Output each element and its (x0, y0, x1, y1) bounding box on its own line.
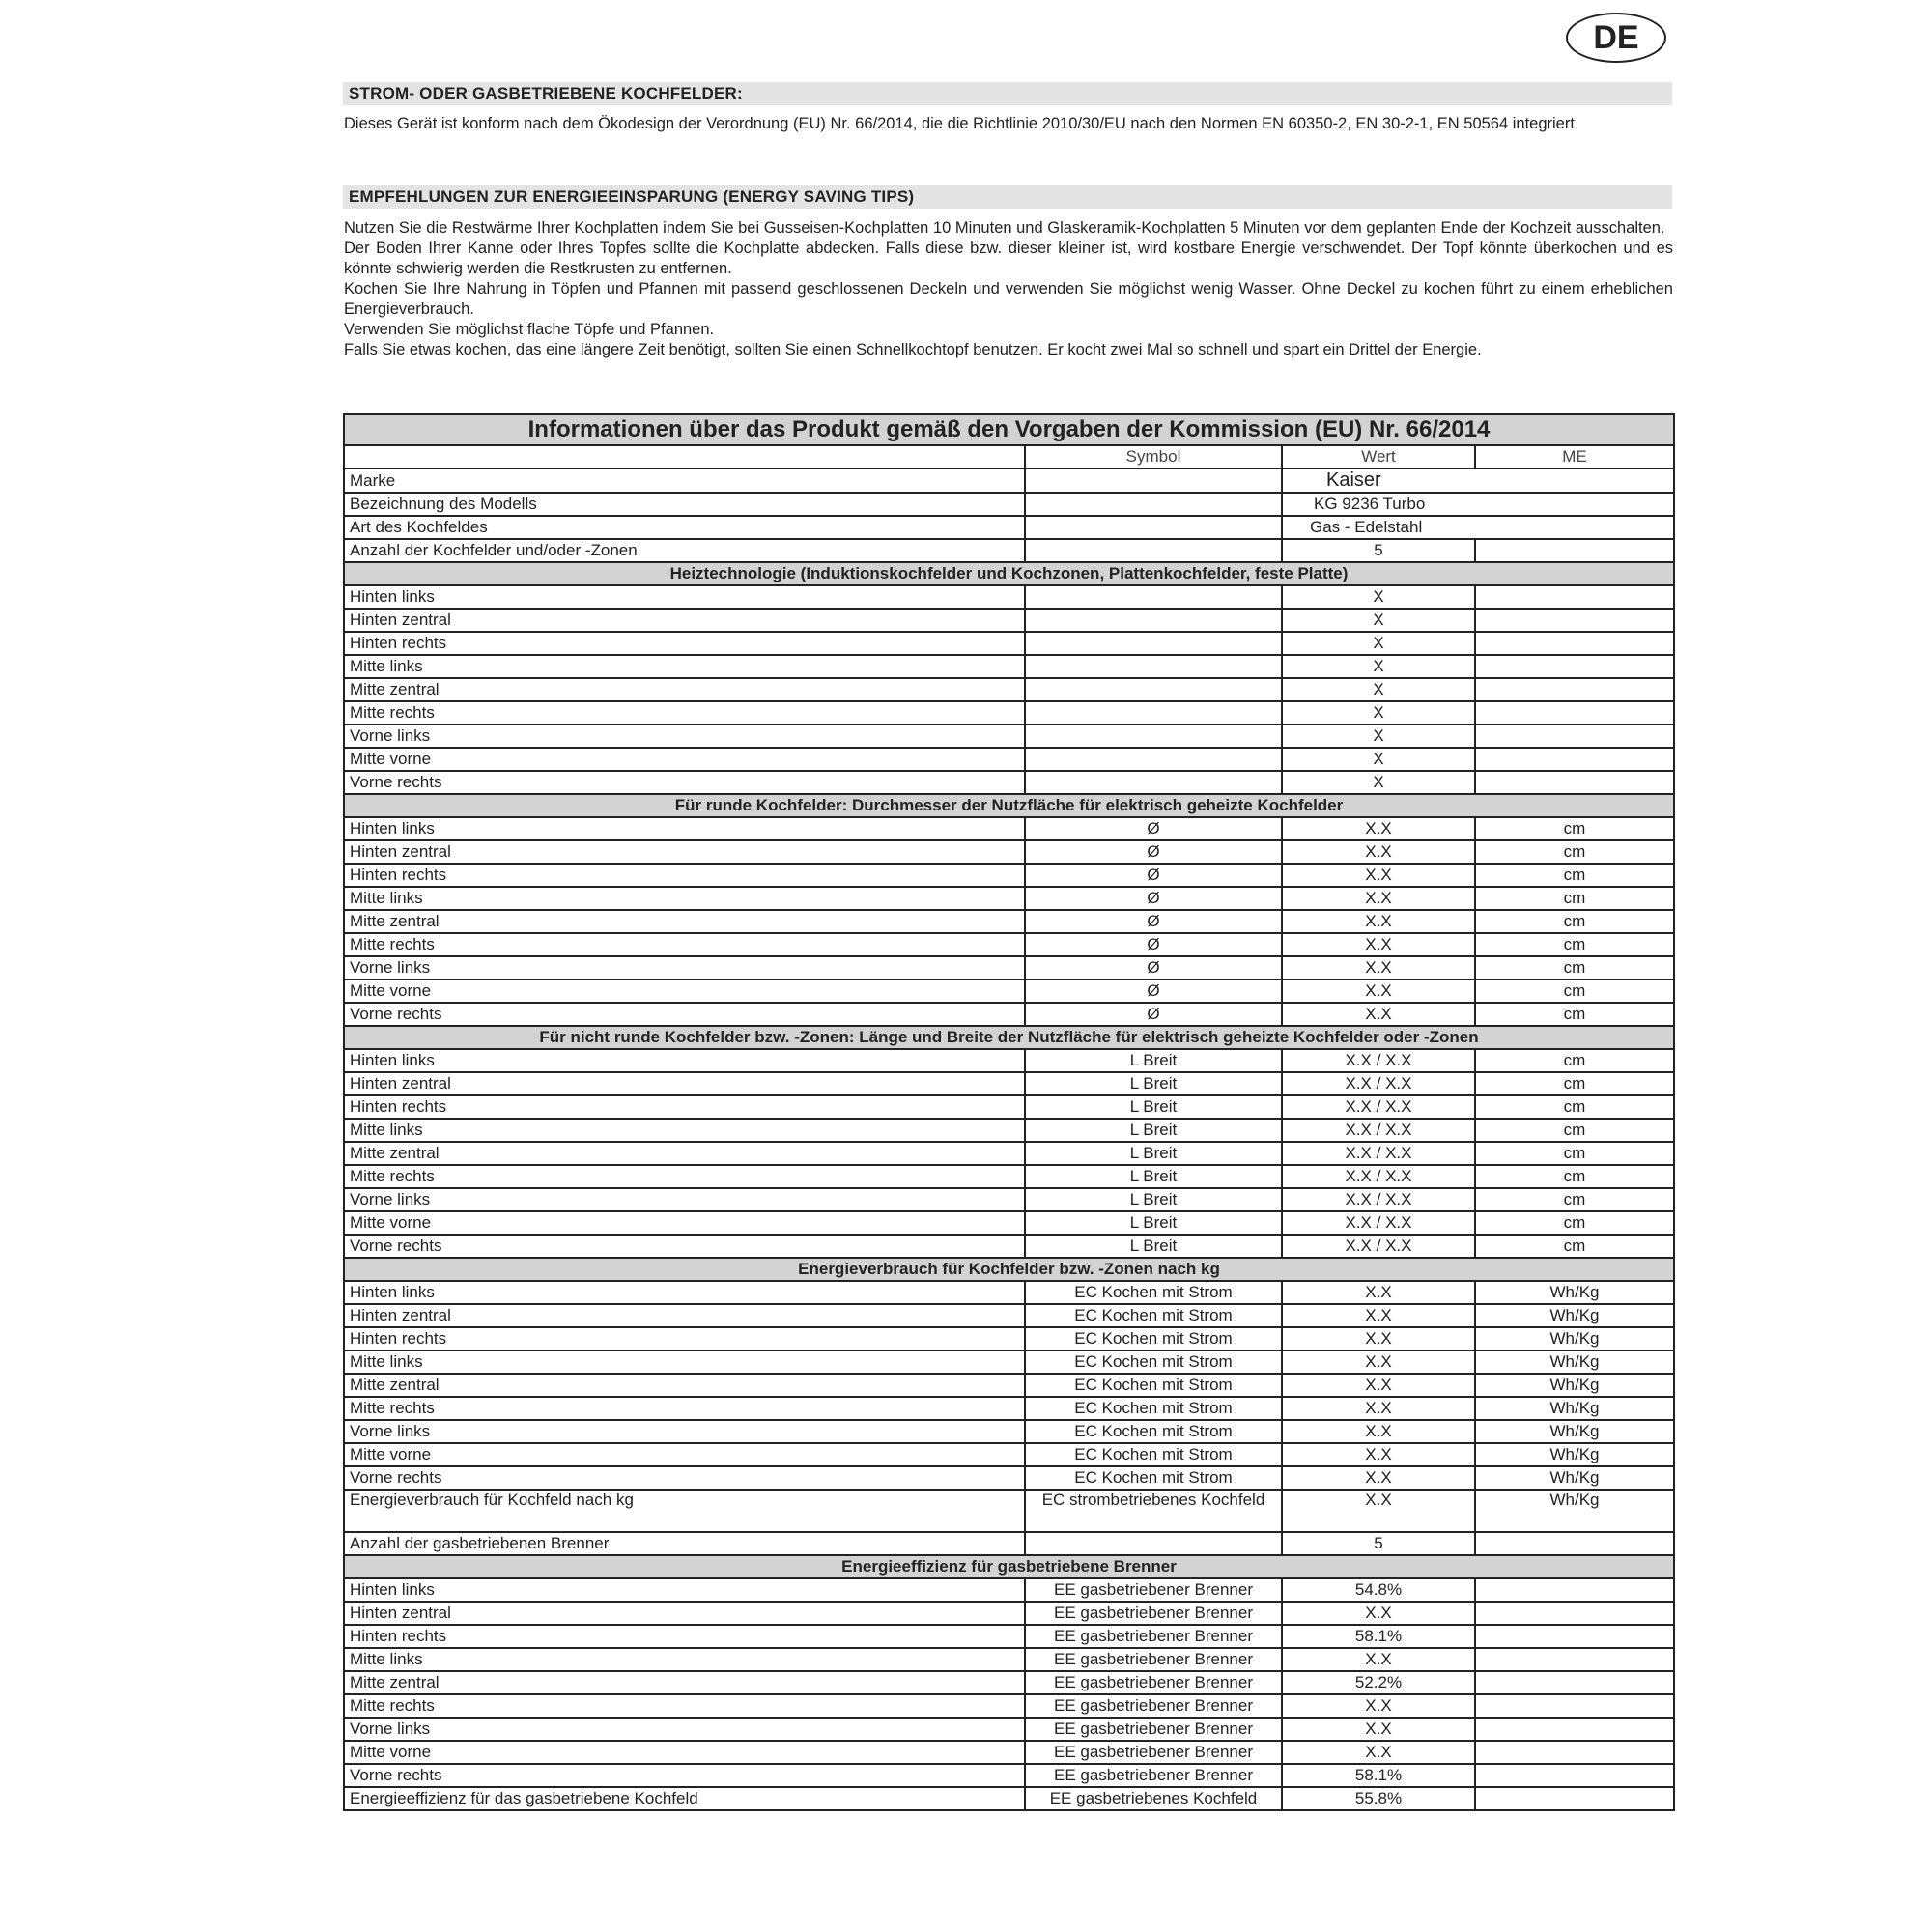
conformity-statement (344, 114, 1673, 134)
table-row (344, 748, 1674, 771)
row-symbol: EE gasbetriebener Brenner (1025, 1625, 1282, 1648)
row-unit (1475, 1602, 1674, 1625)
row-symbol: EE gasbetriebener Brenner (1025, 1694, 1282, 1718)
row-label: Mitte rechts (344, 933, 1025, 956)
row-label: Art des Kochfeldes (344, 516, 1025, 539)
table-row (344, 1350, 1674, 1374)
row-label: Vorne links (344, 1718, 1025, 1741)
row-label: Hinten rechts (344, 632, 1025, 655)
table-header-row (344, 445, 1674, 469)
row-value: X.X / X.X (1282, 1142, 1475, 1165)
row-unit (1475, 539, 1674, 562)
row-unit (1475, 1787, 1674, 1810)
row-unit (1475, 1671, 1674, 1694)
row-label: Vorne rechts (344, 1003, 1025, 1026)
row-label: Hinten zentral (344, 840, 1025, 864)
group-heading: Für nicht runde Kochfelder bzw. -Zonen: Länge und Breite der Nutzfläche für elektrisch geheizte Kochfelder oder -Zonen (344, 1026, 1674, 1049)
row-unit: Wh/Kg (1475, 1350, 1674, 1374)
table-row (344, 585, 1674, 609)
row-label: Mitte vorne (344, 748, 1025, 771)
row-unit (1475, 748, 1674, 771)
row-label: Mitte zentral (344, 1374, 1025, 1397)
row-symbol (1025, 539, 1282, 562)
row-unit: Wh/Kg (1475, 1281, 1674, 1304)
row-unit: cm (1475, 980, 1674, 1003)
row-label: Vorne rechts (344, 1466, 1025, 1490)
row-label: Mitte zentral (344, 1671, 1025, 1694)
row-value: 54.8% (1282, 1578, 1475, 1602)
table-row (344, 1648, 1674, 1671)
row-symbol: L Breit (1025, 1211, 1282, 1235)
row-symbol: Ø (1025, 980, 1282, 1003)
row-symbol (1025, 748, 1282, 771)
table-row (344, 1327, 1674, 1350)
row-value: X (1282, 609, 1475, 632)
row-value: X.X (1282, 1420, 1475, 1443)
table-row (344, 632, 1674, 655)
row-value: X.X (1282, 1374, 1475, 1397)
table-row (344, 864, 1674, 887)
row-value: X.X / X.X (1282, 1095, 1475, 1119)
row-label: Mitte rechts (344, 1397, 1025, 1420)
table-row (344, 1211, 1674, 1235)
model-value: KG 9236 Turbo (1314, 495, 1426, 513)
row-symbol: L Breit (1025, 1188, 1282, 1211)
row-unit: cm (1475, 1003, 1674, 1026)
row-unit: Wh/Kg (1475, 1443, 1674, 1466)
table-row (344, 701, 1674, 724)
row-value: X.X (1282, 1397, 1475, 1420)
table-body (344, 414, 1674, 1810)
row-label: Hinten rechts (344, 1327, 1025, 1350)
row-value: 5 (1282, 539, 1475, 562)
row-symbol: L Breit (1025, 1165, 1282, 1188)
cell-spacer (1025, 516, 1282, 539)
row-symbol (1025, 678, 1282, 701)
column-header (344, 445, 1025, 469)
row-value: X (1282, 724, 1475, 748)
row-label: Mitte zentral (344, 1142, 1025, 1165)
row-value: X.X / X.X (1282, 1049, 1475, 1072)
row-unit (1475, 585, 1674, 609)
row-unit (1475, 1764, 1674, 1787)
row-label: Mitte links (344, 655, 1025, 678)
row-unit: cm (1475, 864, 1674, 887)
table-row (344, 1602, 1674, 1625)
row-unit: Wh/Kg (1475, 1420, 1674, 1443)
row-unit: cm (1475, 1211, 1674, 1235)
paragraph: Falls Sie etwas kochen, das eine längere Zeit benötigt, sollten Sie einen Schnellkochtopf benutzen. Er kocht zwei Mal so schnell und spart ein Drittel der Energie. (344, 341, 1482, 358)
table-row (344, 1443, 1674, 1466)
row-symbol: EC Kochen mit Strom (1025, 1327, 1282, 1350)
paragraph: Verwenden Sie möglichst flache Töpfe und Pfannen. (344, 321, 715, 338)
row-unit: cm (1475, 887, 1674, 910)
table-row (344, 1578, 1674, 1602)
row-symbol: EE gasbetriebener Brenner (1025, 1602, 1282, 1625)
row-label: Mitte rechts (344, 1165, 1025, 1188)
row-symbol: EE gasbetriebener Brenner (1025, 1578, 1282, 1602)
row-value: X.X / X.X (1282, 1119, 1475, 1142)
row-label: Vorne links (344, 1188, 1025, 1211)
cooktop-type-value: Gas - Edelstahl (1310, 518, 1423, 536)
table-row (344, 1490, 1674, 1532)
group-heading-row (344, 1258, 1674, 1281)
row-unit (1475, 1578, 1674, 1602)
row-label: Hinten rechts (344, 1095, 1025, 1119)
row-value: X.X (1282, 1466, 1475, 1490)
table-row (344, 516, 1674, 539)
table-row (344, 678, 1674, 701)
row-symbol: EC Kochen mit Strom (1025, 1281, 1282, 1304)
row-label: Vorne rechts (344, 1235, 1025, 1258)
row-unit (1475, 609, 1674, 632)
row-symbol: EE gasbetriebener Brenner (1025, 1718, 1282, 1741)
row-label: Vorne links (344, 1420, 1025, 1443)
table-row (344, 1235, 1674, 1258)
table-row (344, 933, 1674, 956)
row-unit: cm (1475, 1235, 1674, 1258)
row-value: X.X (1282, 1327, 1475, 1350)
table-row (344, 771, 1674, 794)
row-value: X.X (1282, 980, 1475, 1003)
language-badge: DE (1566, 13, 1666, 63)
row-value: X.X (1282, 887, 1475, 910)
row-unit (1475, 1718, 1674, 1741)
paragraph: Nutzen Sie die Restwärme Ihrer Kochplatten indem Sie bei Gusseisen-Kochplatten 10 Minuten und Glaskeramik-Kochplatten 5 Minuten vor dem geplanten Ende der Kochzeit ausschalten. (344, 219, 1665, 237)
table-row (344, 1718, 1674, 1741)
table-row (344, 1671, 1674, 1694)
row-value: X.X (1282, 910, 1475, 933)
row-label: Mitte vorne (344, 1211, 1025, 1235)
row-label: Mitte rechts (344, 701, 1025, 724)
table-row (344, 1003, 1674, 1026)
row-label: Vorne rechts (344, 1764, 1025, 1787)
row-label: Hinten zentral (344, 1602, 1025, 1625)
row-value: X.X / X.X (1282, 1188, 1475, 1211)
row-value: 58.1% (1282, 1764, 1475, 1787)
row-label: Hinten links (344, 1281, 1025, 1304)
row-symbol: EE gasbetriebener Brenner (1025, 1741, 1282, 1764)
row-value: X.X (1282, 1602, 1475, 1625)
row-symbol (1025, 724, 1282, 748)
table-row (344, 817, 1674, 840)
table-row (344, 1095, 1674, 1119)
row-label: Mitte zentral (344, 678, 1025, 701)
table-title: Informationen über das Produkt gemäß den Vorgaben der Kommission (EU) Nr. 66/2014 (344, 414, 1674, 445)
row-value (1282, 469, 1674, 493)
row-symbol: EC Kochen mit Strom (1025, 1374, 1282, 1397)
row-label: Vorne links (344, 956, 1025, 980)
row-label: Hinten rechts (344, 1625, 1025, 1648)
row-value: X.X (1282, 1304, 1475, 1327)
group-heading-row (344, 1555, 1674, 1578)
column-header: Symbol (1025, 445, 1282, 469)
row-symbol: EC Kochen mit Strom (1025, 1397, 1282, 1420)
row-unit: Wh/Kg (1475, 1397, 1674, 1420)
row-value: X.X / X.X (1282, 1211, 1475, 1235)
table-row (344, 1049, 1674, 1072)
row-unit: cm (1475, 1188, 1674, 1211)
row-unit (1475, 724, 1674, 748)
row-unit: cm (1475, 840, 1674, 864)
row-value: X.X (1282, 817, 1475, 840)
row-unit: cm (1475, 1142, 1674, 1165)
table-row (344, 1119, 1674, 1142)
row-unit: cm (1475, 956, 1674, 980)
row-label: Mitte links (344, 1350, 1025, 1374)
product-info-table (343, 413, 1675, 1811)
table-row (344, 1764, 1674, 1787)
row-label: Mitte vorne (344, 1443, 1025, 1466)
table-row (344, 1625, 1674, 1648)
table-row (344, 724, 1674, 748)
row-label: Hinten links (344, 1049, 1025, 1072)
row-symbol: L Breit (1025, 1119, 1282, 1142)
row-symbol: Ø (1025, 910, 1282, 933)
row-label: Hinten links (344, 1578, 1025, 1602)
row-unit: cm (1475, 1072, 1674, 1095)
paragraph: Dieses Gerät ist konform nach dem Ökodesign der Verordnung (EU) Nr. 66/2014, die die Richtlinie 2010/30/EU nach den Normen EN 60350-2, EN 30-2-1, EN 50564 integriert (344, 115, 1575, 132)
row-unit: Wh/Kg (1475, 1374, 1674, 1397)
row-unit (1475, 1532, 1674, 1555)
table-row (344, 1787, 1674, 1810)
table-row (344, 1072, 1674, 1095)
paragraph: Kochen Sie Ihre Nahrung in Töpfen und Pfannen mit passend geschlossenen Deckeln und verwenden Sie möglichst wenig Wasser. Ohne Deckel zu kochen führt zu einem erheblichen Energieverbrauch. (344, 280, 1673, 318)
row-unit: cm (1475, 910, 1674, 933)
row-symbol: EC Kochen mit Strom (1025, 1420, 1282, 1443)
row-label: Energieverbrauch für Kochfeld nach kg (344, 1490, 1025, 1532)
row-unit (1475, 1694, 1674, 1718)
table-row (344, 1532, 1674, 1555)
row-unit: Wh/Kg (1475, 1466, 1674, 1490)
row-symbol: L Breit (1025, 1142, 1282, 1165)
row-label: Bezeichnung des Modells (344, 493, 1025, 516)
row-value: X.X (1282, 1281, 1475, 1304)
row-unit (1475, 1741, 1674, 1764)
row-unit: Wh/Kg (1475, 1327, 1674, 1350)
row-label: Mitte zentral (344, 910, 1025, 933)
row-symbol (1025, 609, 1282, 632)
cell-spacer (1025, 493, 1282, 516)
table-row (344, 1420, 1674, 1443)
row-label: Hinten rechts (344, 864, 1025, 887)
row-value (1282, 516, 1674, 539)
row-value: 5 (1282, 1532, 1475, 1555)
row-value: X (1282, 632, 1475, 655)
row-symbol: EC strombetriebenes Kochfeld (1025, 1490, 1282, 1532)
row-label: Mitte links (344, 1119, 1025, 1142)
table-row (344, 1188, 1674, 1211)
row-symbol: Ø (1025, 840, 1282, 864)
row-value: X (1282, 748, 1475, 771)
row-symbol (1025, 771, 1282, 794)
row-symbol: Ø (1025, 817, 1282, 840)
row-label: Anzahl der Kochfelder und/oder -Zonen (344, 539, 1025, 562)
row-unit (1475, 701, 1674, 724)
row-label: Vorne rechts (344, 771, 1025, 794)
row-symbol: Ø (1025, 956, 1282, 980)
row-unit: cm (1475, 933, 1674, 956)
row-label: Hinten links (344, 817, 1025, 840)
row-value: X.X (1282, 1350, 1475, 1374)
row-value: X (1282, 585, 1475, 609)
row-symbol: L Breit (1025, 1072, 1282, 1095)
row-unit (1475, 1648, 1674, 1671)
row-label: Vorne links (344, 724, 1025, 748)
row-symbol: Ø (1025, 864, 1282, 887)
row-label: Hinten zentral (344, 1072, 1025, 1095)
row-symbol: EC Kochen mit Strom (1025, 1350, 1282, 1374)
table-row (344, 1374, 1674, 1397)
row-label: Mitte vorne (344, 1741, 1025, 1764)
table-row (344, 887, 1674, 910)
table-row (344, 493, 1674, 516)
row-value: 58.1% (1282, 1625, 1475, 1648)
row-value: X.X / X.X (1282, 1235, 1475, 1258)
row-value: X.X (1282, 1443, 1475, 1466)
row-symbol: Ø (1025, 887, 1282, 910)
row-unit (1475, 632, 1674, 655)
table-row (344, 840, 1674, 864)
table-row (344, 1165, 1674, 1188)
row-label: Mitte links (344, 887, 1025, 910)
row-value: X.X (1282, 1694, 1475, 1718)
table-row (344, 956, 1674, 980)
row-label: Mitte rechts (344, 1694, 1025, 1718)
table-row (344, 1397, 1674, 1420)
row-symbol: EC Kochen mit Strom (1025, 1443, 1282, 1466)
table-row (344, 539, 1674, 562)
row-value: X.X (1282, 1490, 1475, 1532)
row-value: X.X (1282, 1003, 1475, 1026)
row-value: X.X / X.X (1282, 1165, 1475, 1188)
row-symbol (1025, 1532, 1282, 1555)
row-symbol (1025, 632, 1282, 655)
row-symbol: Ø (1025, 933, 1282, 956)
row-unit: cm (1475, 1119, 1674, 1142)
row-symbol (1025, 701, 1282, 724)
column-header: ME (1475, 445, 1674, 469)
row-label: Hinten zentral (344, 1304, 1025, 1327)
row-unit: cm (1475, 1049, 1674, 1072)
table-row (344, 469, 1674, 493)
row-symbol: L Breit (1025, 1235, 1282, 1258)
row-value: X.X (1282, 956, 1475, 980)
row-symbol: Ø (1025, 1003, 1282, 1026)
row-symbol (1025, 585, 1282, 609)
table-title-row (344, 414, 1674, 445)
row-value: X (1282, 701, 1475, 724)
row-value: 52.2% (1282, 1671, 1475, 1694)
group-heading-row (344, 794, 1674, 817)
row-value: X.X (1282, 864, 1475, 887)
row-unit (1475, 678, 1674, 701)
table-row (344, 655, 1674, 678)
brand-value: Kaiser (1326, 469, 1381, 491)
row-unit (1475, 771, 1674, 794)
table-row (344, 1694, 1674, 1718)
table-row (344, 910, 1674, 933)
row-value: X (1282, 771, 1475, 794)
row-unit: cm (1475, 1165, 1674, 1188)
row-label: Marke (344, 469, 1025, 493)
row-unit: cm (1475, 1095, 1674, 1119)
row-symbol: EE gasbetriebener Brenner (1025, 1648, 1282, 1671)
paragraph: Der Boden Ihrer Kanne oder Ihres Topfes sollte die Kochplatte abdecken. Falls diese bzw. dieser kleiner ist, wird kostbare Energie verschwendet. Der Topf könnte überkochen und es könnte schwierig werden die Restkrusten zu entfernen. (344, 240, 1673, 277)
column-header: Wert (1282, 445, 1475, 469)
row-label: Hinten zentral (344, 609, 1025, 632)
row-label: Mitte links (344, 1648, 1025, 1671)
row-value: 55.8% (1282, 1787, 1475, 1810)
row-unit: Wh/Kg (1475, 1490, 1674, 1532)
group-heading-row (344, 1026, 1674, 1049)
energy-tips (344, 218, 1673, 360)
row-label: Hinten links (344, 585, 1025, 609)
table-row (344, 980, 1674, 1003)
cell-spacer (1025, 469, 1282, 493)
row-symbol: EE gasbetriebener Brenner (1025, 1764, 1282, 1787)
row-value: X.X (1282, 1741, 1475, 1764)
group-heading: Für runde Kochfelder: Durchmesser der Nutzfläche für elektrisch geheizte Kochfelder (344, 794, 1674, 817)
row-value: X.X (1282, 840, 1475, 864)
row-unit: Wh/Kg (1475, 1304, 1674, 1327)
row-value: X (1282, 655, 1475, 678)
row-value: X (1282, 678, 1475, 701)
table-row (344, 609, 1674, 632)
row-label: Energieeffizienz für das gasbetriebene Kochfeld (344, 1787, 1025, 1810)
row-label: Anzahl der gasbetriebenen Brenner (344, 1532, 1025, 1555)
row-label: Mitte vorne (344, 980, 1025, 1003)
row-value: X.X (1282, 1648, 1475, 1671)
row-value: X.X (1282, 933, 1475, 956)
section-heading-energy-tips: EMPFEHLUNGEN ZUR ENERGIEEINSPARUNG (ENERGY SAVING TIPS) (343, 185, 1672, 209)
row-symbol: EC Kochen mit Strom (1025, 1466, 1282, 1490)
row-symbol: L Breit (1025, 1049, 1282, 1072)
row-value: X.X (1282, 1718, 1475, 1741)
row-symbol (1025, 655, 1282, 678)
row-value (1282, 493, 1674, 516)
row-symbol: L Breit (1025, 1095, 1282, 1119)
row-symbol: EE gasbetriebenes Kochfeld (1025, 1787, 1282, 1810)
table-row (344, 1304, 1674, 1327)
section-heading-cooktops: STROM- ODER GASBETRIEBENE KOCHFELDER: (343, 82, 1672, 105)
row-symbol: EE gasbetriebener Brenner (1025, 1671, 1282, 1694)
group-heading-row (344, 562, 1674, 585)
row-symbol: EC Kochen mit Strom (1025, 1304, 1282, 1327)
row-value: X.X / X.X (1282, 1072, 1475, 1095)
group-heading: Energieeffizienz für gasbetriebene Brenner (344, 1555, 1674, 1578)
table-row (344, 1281, 1674, 1304)
group-heading: Heiztechnologie (Induktionskochfelder und Kochzonen, Plattenkochfelder, feste Platte) (344, 562, 1674, 585)
row-unit (1475, 1625, 1674, 1648)
row-unit (1475, 655, 1674, 678)
table-row (344, 1741, 1674, 1764)
row-unit: cm (1475, 817, 1674, 840)
group-heading: Energieverbrauch für Kochfelder bzw. -Zonen nach kg (344, 1258, 1674, 1281)
table-row (344, 1466, 1674, 1490)
table-row (344, 1142, 1674, 1165)
